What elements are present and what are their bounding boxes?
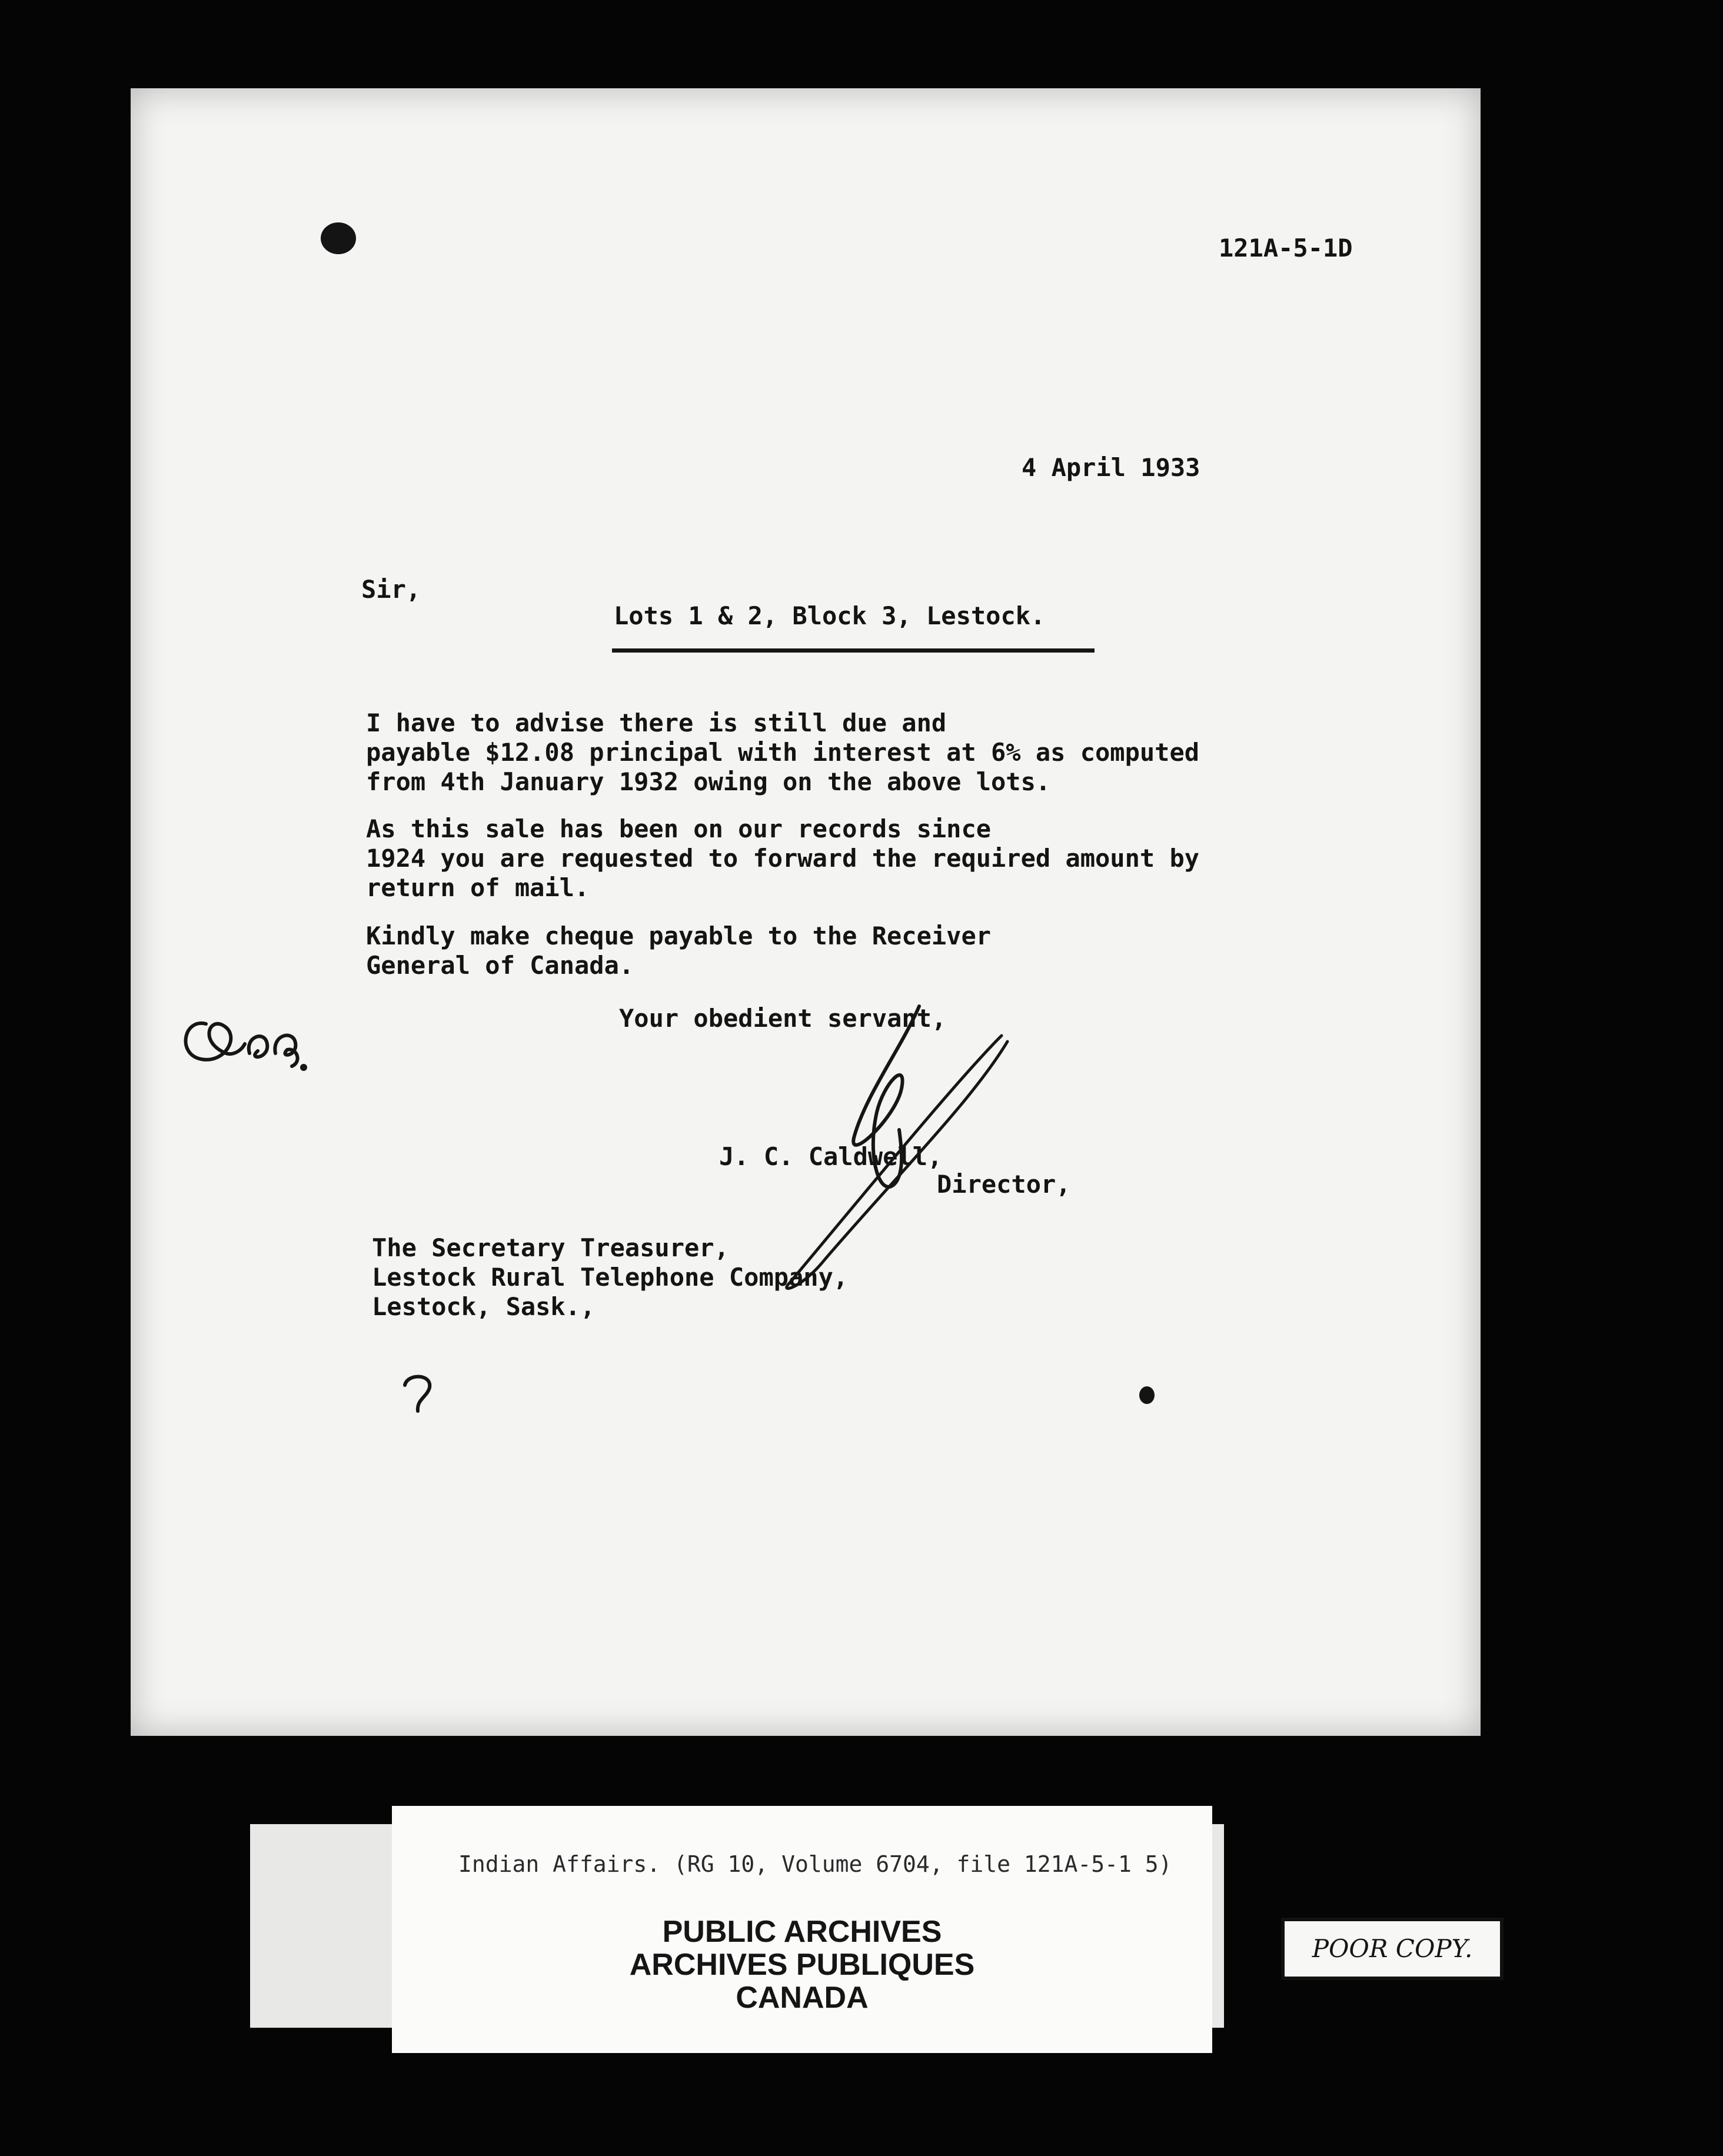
signatory-name: J. C. Caldwell, — [719, 1142, 943, 1171]
handwritten-question-mark — [397, 1370, 444, 1423]
handwritten-initials — [172, 1000, 325, 1077]
archive-label — [392, 1806, 1212, 2053]
file-number: 121A-5-1D — [1219, 234, 1353, 262]
addressee-block: The Secretary Treasurer, Lestock Rural Telephone Company, Lestock, Sask., — [372, 1233, 849, 1321]
letter-date: 4 April 1933 — [1022, 453, 1200, 482]
archives-stamp — [392, 1915, 1212, 2014]
punch-hole — [321, 222, 356, 254]
paragraph-cheque: Kindly make cheque payable to the Receiver General of Canada. — [366, 921, 992, 980]
signatory-title: Director, — [937, 1170, 1071, 1199]
handwritten-signature — [725, 983, 1055, 1312]
poor-copy-note: POOR COPY. — [1281, 1918, 1504, 1980]
archives-line-1: PUBLIC ARCHIVES — [662, 1915, 942, 1949]
paragraph-request: As this sale has been on our records since 1924 you are requested to forward the required amount by return of mail. — [366, 814, 1200, 902]
ink-spot — [1139, 1386, 1155, 1404]
archives-line-3: CANADA — [736, 1981, 869, 2015]
archives-line-2: ARCHIVES PUBLIQUES — [629, 1948, 975, 1982]
subject-line: Lots 1 & 2, Block 3, Lestock. — [614, 601, 1046, 630]
subject-underline — [612, 648, 1095, 653]
letter-page — [131, 88, 1481, 1736]
closing-line: Your obedient servant, — [619, 1004, 947, 1033]
paragraph-amount-due: I have to advise there is still due and payable $12.08 principal with interest at 6% as computed from 4th January 1932 owing on the above lots. — [366, 708, 1200, 796]
archive-reference: Indian Affairs. (RG 10, Volume 6704, file 121A-5-1 5) — [458, 1851, 1172, 1877]
salutation: Sir, — [361, 575, 421, 604]
